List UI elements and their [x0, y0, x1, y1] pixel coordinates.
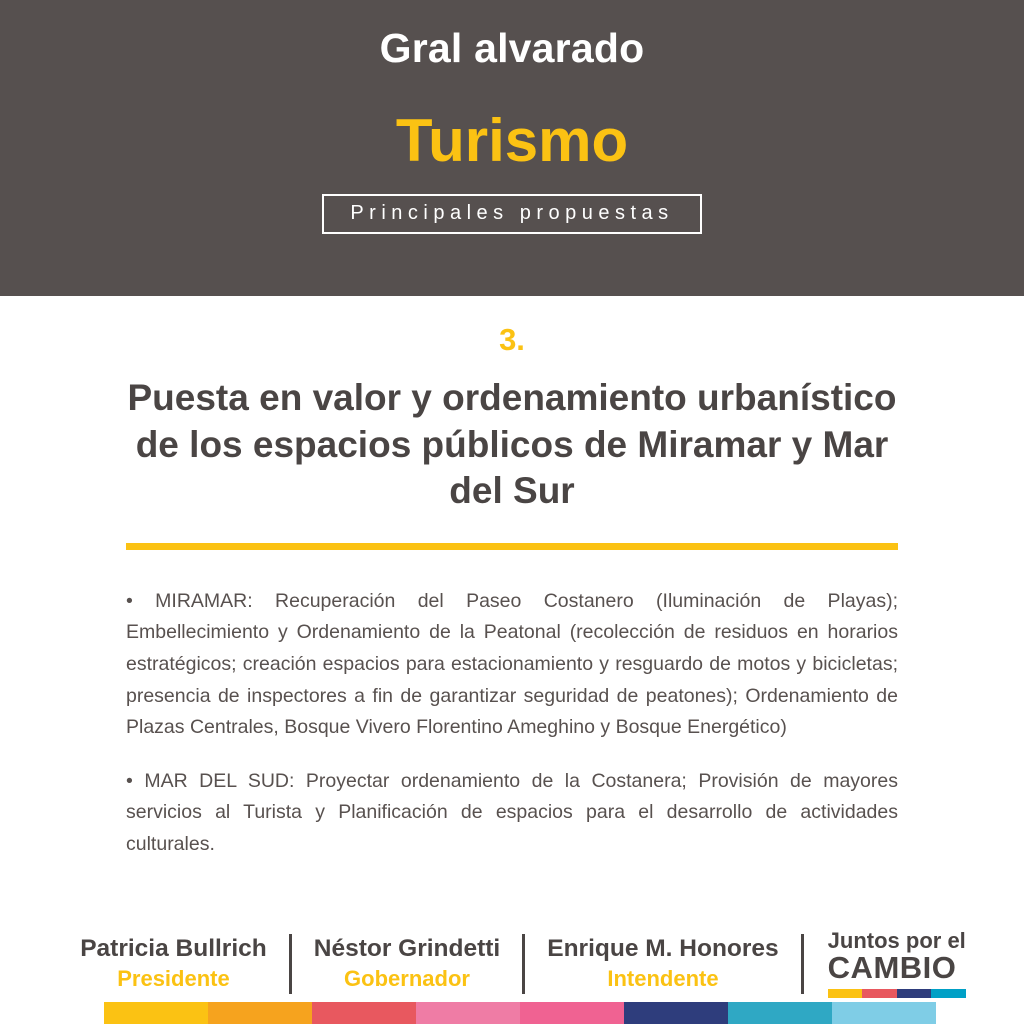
bottom-color-strip: [0, 1002, 1024, 1024]
strip-segment: [832, 1002, 936, 1024]
proposal-paragraphs: [126, 586, 898, 883]
footer-person-intendente: [525, 935, 800, 992]
logo-bar-segment: [897, 989, 932, 998]
paragraph-mar-del-sud: • MAR DEL SUD: Proyectar ordenamiento de la Costanera; Provisión de mayores servicios al Turista y Planificación de espacios para el desarrollo de actividades culturales.: [126, 769, 898, 855]
title-divider: [126, 543, 898, 550]
item-number: 3.: [499, 322, 525, 357]
poster-footer: [0, 929, 1024, 998]
person-name: Néstor Grindetti: [313, 935, 501, 963]
person-role: Presidente: [117, 965, 230, 991]
header-subtitle: Principales propuestas: [350, 202, 674, 225]
strip-segment: [0, 1002, 104, 1024]
item-title: Puesta en valor y ordenamiento urbanístico de los espacios públicos de Miramar y Mar del Sur: [127, 377, 897, 512]
header-topic: Turismo: [395, 107, 629, 175]
logo-line-1: Juntos por el: [827, 928, 966, 954]
person-name: Enrique M. Honores: [547, 935, 779, 963]
strip-segment: [520, 1002, 624, 1024]
juntos-por-el-cambio-logo: [804, 929, 966, 998]
paragraph-miramar: • MIRAMAR: Recuperación del Paseo Costanero (Iluminación de Playas); Embellecimiento y Ordenamiento de la Peatonal (recolección de residuos en horarios estratégicos; creación espacios para estacionamiento y resguardo de motos y bicicletas; presencia de inspectores a fin de garantizar seguridad de peatones); Ordenamiento de Plazas Centrales, Bosque Vivero Florentino Ameghino y Bosque Energético): [126, 589, 898, 739]
header-city: Gral alvarado: [379, 25, 645, 71]
logo-line-2: CAMBIO: [827, 950, 957, 986]
poster-body: [0, 296, 1024, 1024]
strip-segment: [936, 1002, 1024, 1024]
logo-bar-segment: [862, 989, 897, 998]
strip-segment: [104, 1002, 208, 1024]
strip-segment: [312, 1002, 416, 1024]
person-role: Intendente: [607, 965, 719, 991]
strip-segment: [416, 1002, 520, 1024]
footer-person-gobernador: [292, 935, 523, 992]
logo-bar-segment: [931, 989, 966, 998]
footer-person-presidente: [58, 935, 289, 992]
strip-segment: [208, 1002, 312, 1024]
person-role: Gobernador: [344, 965, 470, 991]
logo-color-bar: [828, 989, 966, 998]
header-subtitle-box: [322, 194, 701, 234]
poster-header: [0, 0, 1024, 296]
logo-bar-segment: [828, 989, 863, 998]
strip-segment: [728, 1002, 832, 1024]
person-name: Patricia Bullrich: [80, 935, 267, 963]
strip-segment: [624, 1002, 728, 1024]
